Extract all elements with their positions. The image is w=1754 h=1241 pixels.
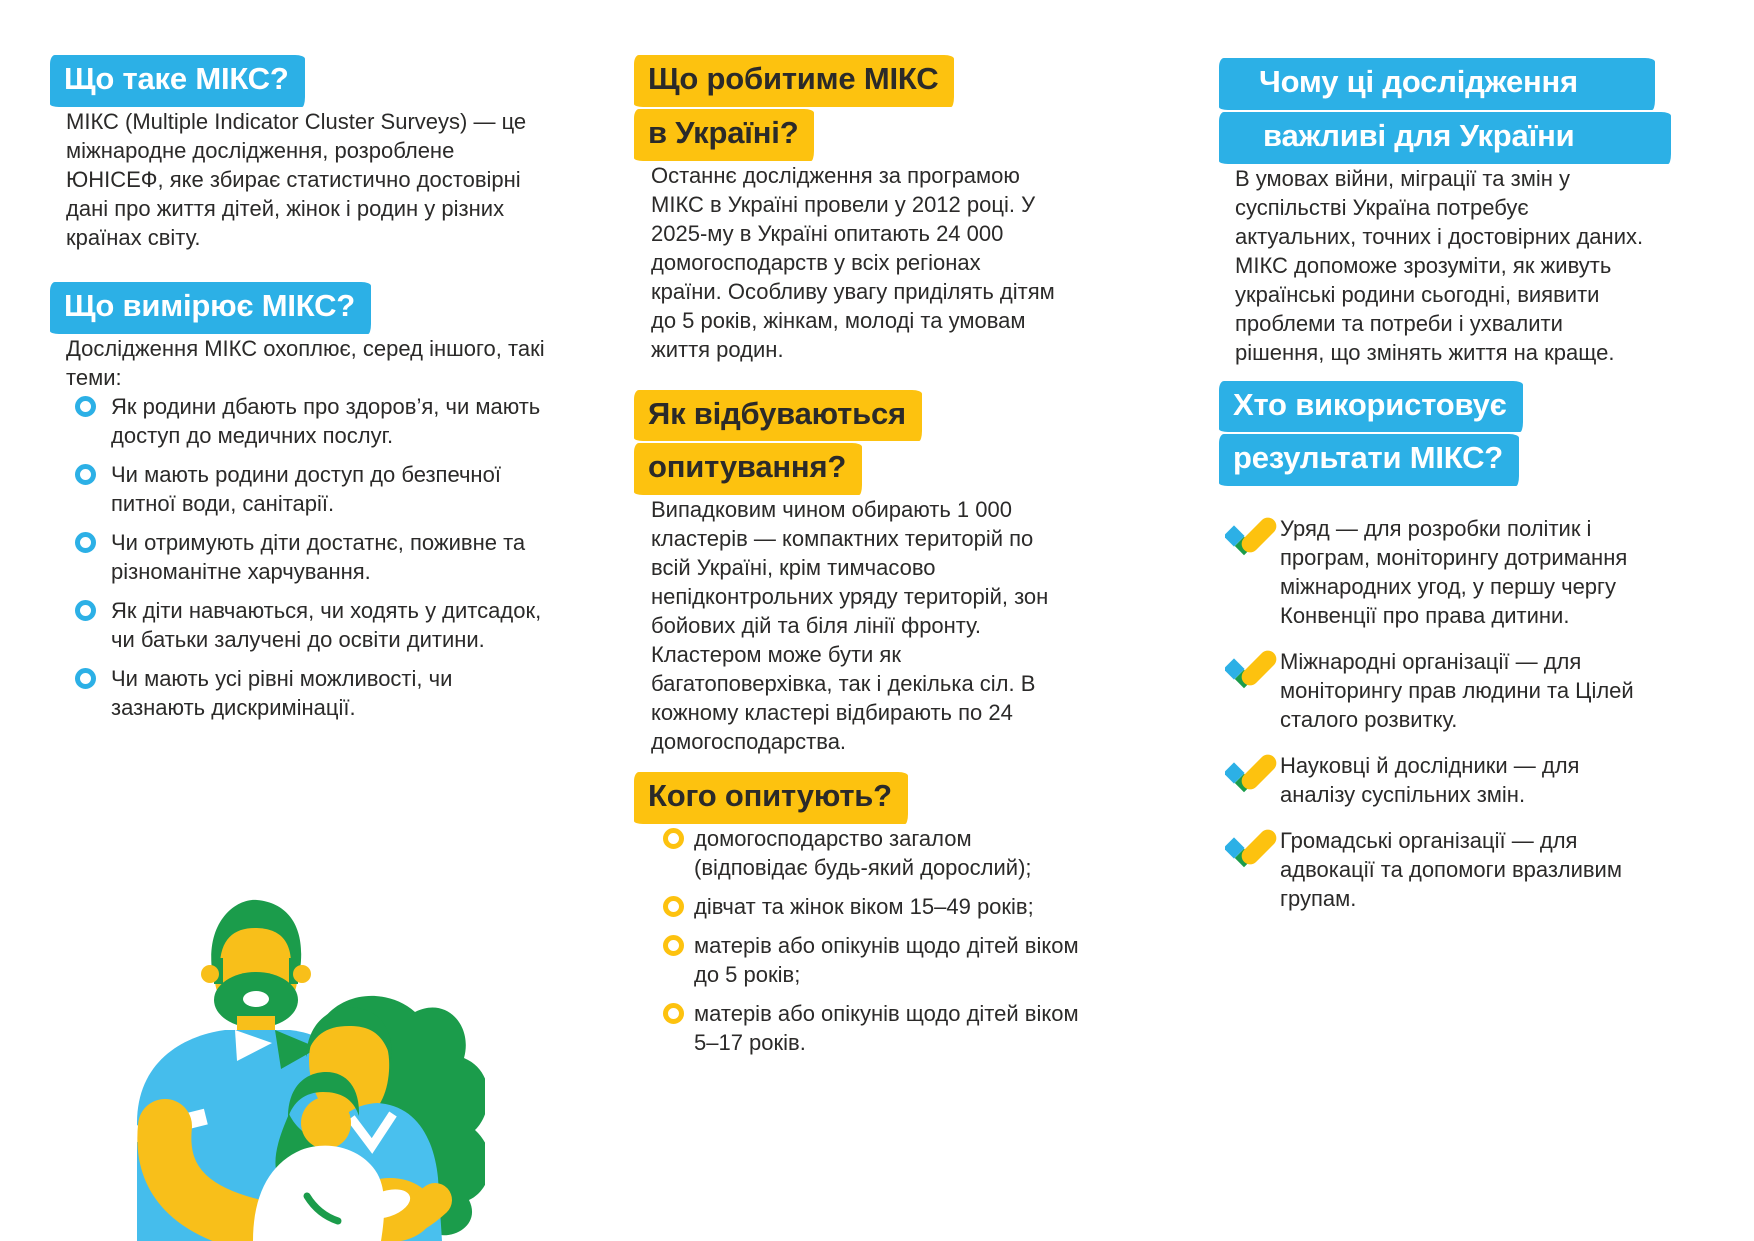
ring-bullet-icon bbox=[663, 935, 684, 956]
section-title-text: Хто використовує bbox=[1219, 381, 1523, 433]
section-title-what-mics-measures bbox=[50, 282, 550, 334]
column-why-important bbox=[1219, 58, 1654, 930]
list-item bbox=[75, 664, 551, 722]
list-item-text: Уряд — для розробки політик і програм, моніторингу дотримання міжнародних угод, у першу чергу Конвенції про права дитини. bbox=[1280, 516, 1628, 628]
users-list bbox=[1227, 514, 1654, 913]
section-title-how-surveys-happen bbox=[634, 390, 1064, 496]
list-item-text: Громадські організації — для адвокації та допомоги вразливим групам. bbox=[1280, 828, 1622, 911]
section-title-mics-in-ukraine bbox=[634, 55, 1064, 161]
list-item-text: домогосподарство загалом (відповідає будь-який дорослий); bbox=[694, 825, 1032, 880]
section-title-what-is-mics bbox=[50, 55, 550, 107]
list-item-text: Як діти навчаються, чи ходять у дитсадок, чи батьки залучені до освіти дитини. bbox=[111, 597, 542, 652]
paragraph: Випадковим чином обирають 1 000 кластерів — компактних територій по всій Україні, крім тимчасово непідконтрольних уряду територій, зон бойових дій та біля лінії фронту. Кластером може бути як багатоповерхівка, так і декілька сіл. В кожному кластері відбирають по 24 домогосподарства. bbox=[651, 497, 1049, 754]
ring-bullet-icon bbox=[663, 896, 684, 917]
list-item-text: Як родини дбають про здоров’я, чи мають доступ до медичних послуг. bbox=[111, 393, 541, 448]
section-title-text: важливі для України bbox=[1219, 112, 1671, 164]
list-item bbox=[663, 892, 1079, 921]
check-icon bbox=[1225, 643, 1281, 693]
ring-bullet-icon bbox=[75, 464, 96, 485]
list-item bbox=[1227, 751, 1655, 809]
paragraph: МІКС допоможе зрозуміти, як живуть українські родини сьогодні, виявити проблеми та потреби і ухвалити рішення, що змінять життя на краще. bbox=[1235, 252, 1615, 365]
list-item bbox=[663, 999, 1079, 1057]
ring-bullet-icon bbox=[75, 396, 96, 417]
ring-bullet-icon bbox=[75, 668, 96, 689]
section-title-text: Що робитиме МІКС bbox=[634, 55, 954, 107]
ring-bullet-icon bbox=[75, 532, 96, 553]
respondents-list bbox=[663, 824, 1079, 1057]
list-item-text: Чи мають родини доступ до безпечної питної води, санітарії. bbox=[111, 461, 501, 516]
section-title-text: Кого опитують? bbox=[634, 772, 908, 824]
list-item-text: Чи мають усі рівні можливості, чи зазнають дискримінації. bbox=[111, 665, 453, 720]
list-item bbox=[663, 931, 1079, 989]
list-item-text: матерів або опікунів щодо дітей віком 5–17 років. bbox=[694, 1000, 1079, 1055]
section-title-text: Що вимірює МІКС? bbox=[50, 282, 371, 334]
ring-bullet-icon bbox=[663, 1003, 684, 1024]
list-item bbox=[75, 596, 551, 654]
check-icon bbox=[1225, 822, 1281, 872]
paragraph: Дослідження МІКС охоплює, серед іншого, такі теми: bbox=[66, 335, 545, 390]
section-title-who-is-interviewed bbox=[634, 772, 1064, 824]
list-item bbox=[75, 392, 551, 450]
section-title-text: Що таке МІКС? bbox=[50, 55, 305, 107]
check-icon bbox=[1225, 510, 1281, 560]
topics-list bbox=[75, 392, 550, 722]
family-hug-drawing bbox=[85, 878, 485, 1241]
section-title-why-important bbox=[1219, 58, 1654, 164]
ring-bullet-icon bbox=[75, 600, 96, 621]
list-item bbox=[75, 528, 551, 586]
list-item bbox=[1227, 514, 1655, 630]
list-item-text: матерів або опікунів щодо дітей віком до 5 років; bbox=[694, 932, 1079, 987]
ring-bullet-icon bbox=[663, 828, 684, 849]
column-what-mics-will-do bbox=[634, 55, 1079, 1067]
list-item bbox=[663, 824, 1079, 882]
list-item bbox=[75, 460, 551, 518]
check-icon bbox=[1225, 747, 1281, 797]
column-what-is-mics bbox=[50, 55, 550, 732]
list-item bbox=[1227, 647, 1655, 734]
paragraph: В умовах війни, міграції та змін у суспільстві Україна потребує актуальних, точних і достовірних даних. bbox=[1235, 165, 1644, 249]
paragraph: МІКС (Multiple Indicator Cluster Surveys) — це міжнародне дослідження, розроблене ЮНІСЕФ, яке збирає статистично достовірні дані про життя дітей, жінок і родин у різних країнах світу. bbox=[66, 108, 527, 250]
list-item-text: Чи отримують діти достатнє, поживне та різноманітне харчування. bbox=[111, 529, 526, 584]
section-title-text: опитування? bbox=[634, 443, 862, 495]
section-title-text: результати МІКС? bbox=[1219, 434, 1519, 486]
list-item-text: Науковці й дослідники — для аналізу суспільних змін. bbox=[1280, 753, 1580, 807]
section-title-text: в Україні? bbox=[634, 109, 814, 161]
section-title-who-uses-results bbox=[1219, 381, 1654, 487]
list-item bbox=[1227, 826, 1655, 913]
section-title-text: Як відбуваються bbox=[634, 390, 922, 442]
section-title-text: Чому ці дослідження bbox=[1219, 58, 1655, 110]
list-item-text: Міжнародні організації — для моніторингу прав людини та Цілей сталого розвитку. bbox=[1280, 649, 1634, 732]
list-item-text: дівчат та жінок віком 15–49 років; bbox=[694, 893, 1034, 919]
family-illustration bbox=[85, 878, 485, 1241]
paragraph: Останнє дослідження за програмою МІКС в Україні провели у 2012 році. У 2025-му в Україні опитають 24 000 домогосподарств у всіх регіонах країни. Особливу увагу приділять дітям до 5 років, жінкам, молоді та умовам життя родин. bbox=[651, 162, 1055, 362]
